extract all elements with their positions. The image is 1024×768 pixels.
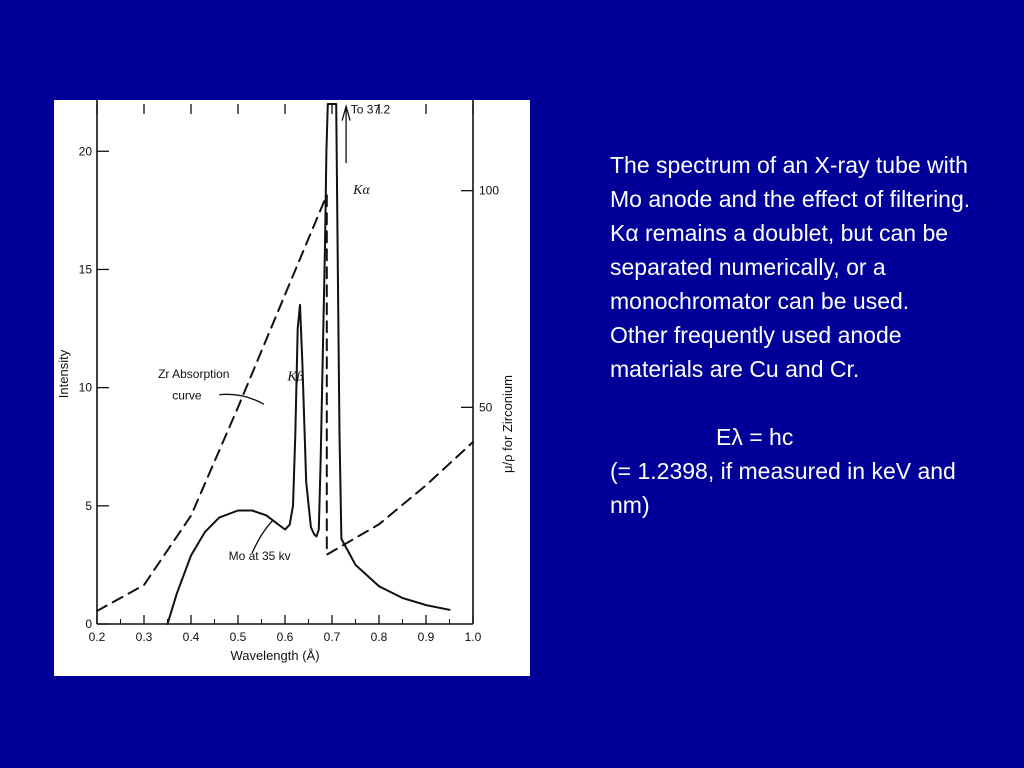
mo-35kv-pointer [252,520,273,553]
x-tick-label: 0.6 [276,630,294,644]
y-axis-title: Intensity [56,349,71,399]
caption-paragraph-anodes: Other frequently used anode materials are Cu and Cr. [610,322,902,382]
spectrum-chart [54,100,530,676]
labels-group [56,102,515,663]
k-alpha-label: Kα [353,182,370,198]
y-tick-label: 5 [85,498,92,513]
zr-absorption-label: Zr Absorption [158,367,230,382]
energy-equation: Eλ = hc [716,424,794,450]
x-axis-title: Wavelength (Å) [230,648,320,663]
caption-paragraph-spectrum: The spectrum of an X-ray tube with Mo anode and the effect of filtering. Kα remains a doublet, but can be separated numerically, or a monochromator can be used. [610,152,971,314]
zr-absorption-pointer [219,394,264,404]
y2-tick-label: 50 [479,400,493,415]
mo-35kv-label: Mo at 35 kv [228,549,291,564]
x-tick-label: 0.9 [417,630,435,644]
equation-note: (= 1.2398, if measured in keV and nm) [610,458,956,518]
to-37-2-label: To 37.2 [350,102,391,117]
y2-axis-title: μ/ρ for Zirconium [500,375,515,473]
x-tick-label: 0.5 [229,630,247,644]
k-beta-label: Kβ [287,369,304,385]
y-tick-label: 15 [78,262,92,277]
spectrum-figure [54,100,530,676]
x-tick-label: 0.2 [88,630,106,644]
x-tick-label: 1.0 [464,630,482,644]
y-tick-label: 10 [78,380,92,395]
mo-spectrum-line [168,104,450,624]
y-tick-label: 20 [78,144,92,159]
x-tick-label: 0.4 [182,630,200,644]
x-tick-label: 0.7 [323,630,341,644]
x-tick-label: 0.3 [135,630,153,644]
series-group [97,104,473,624]
y2-tick-label: 100 [479,183,500,198]
x-tick-label: 0.8 [370,630,388,644]
axes-group [97,100,473,624]
caption-text-block [610,148,980,522]
y-tick-label: 0 [85,617,92,631]
zr-curve-label: curve [172,388,202,403]
